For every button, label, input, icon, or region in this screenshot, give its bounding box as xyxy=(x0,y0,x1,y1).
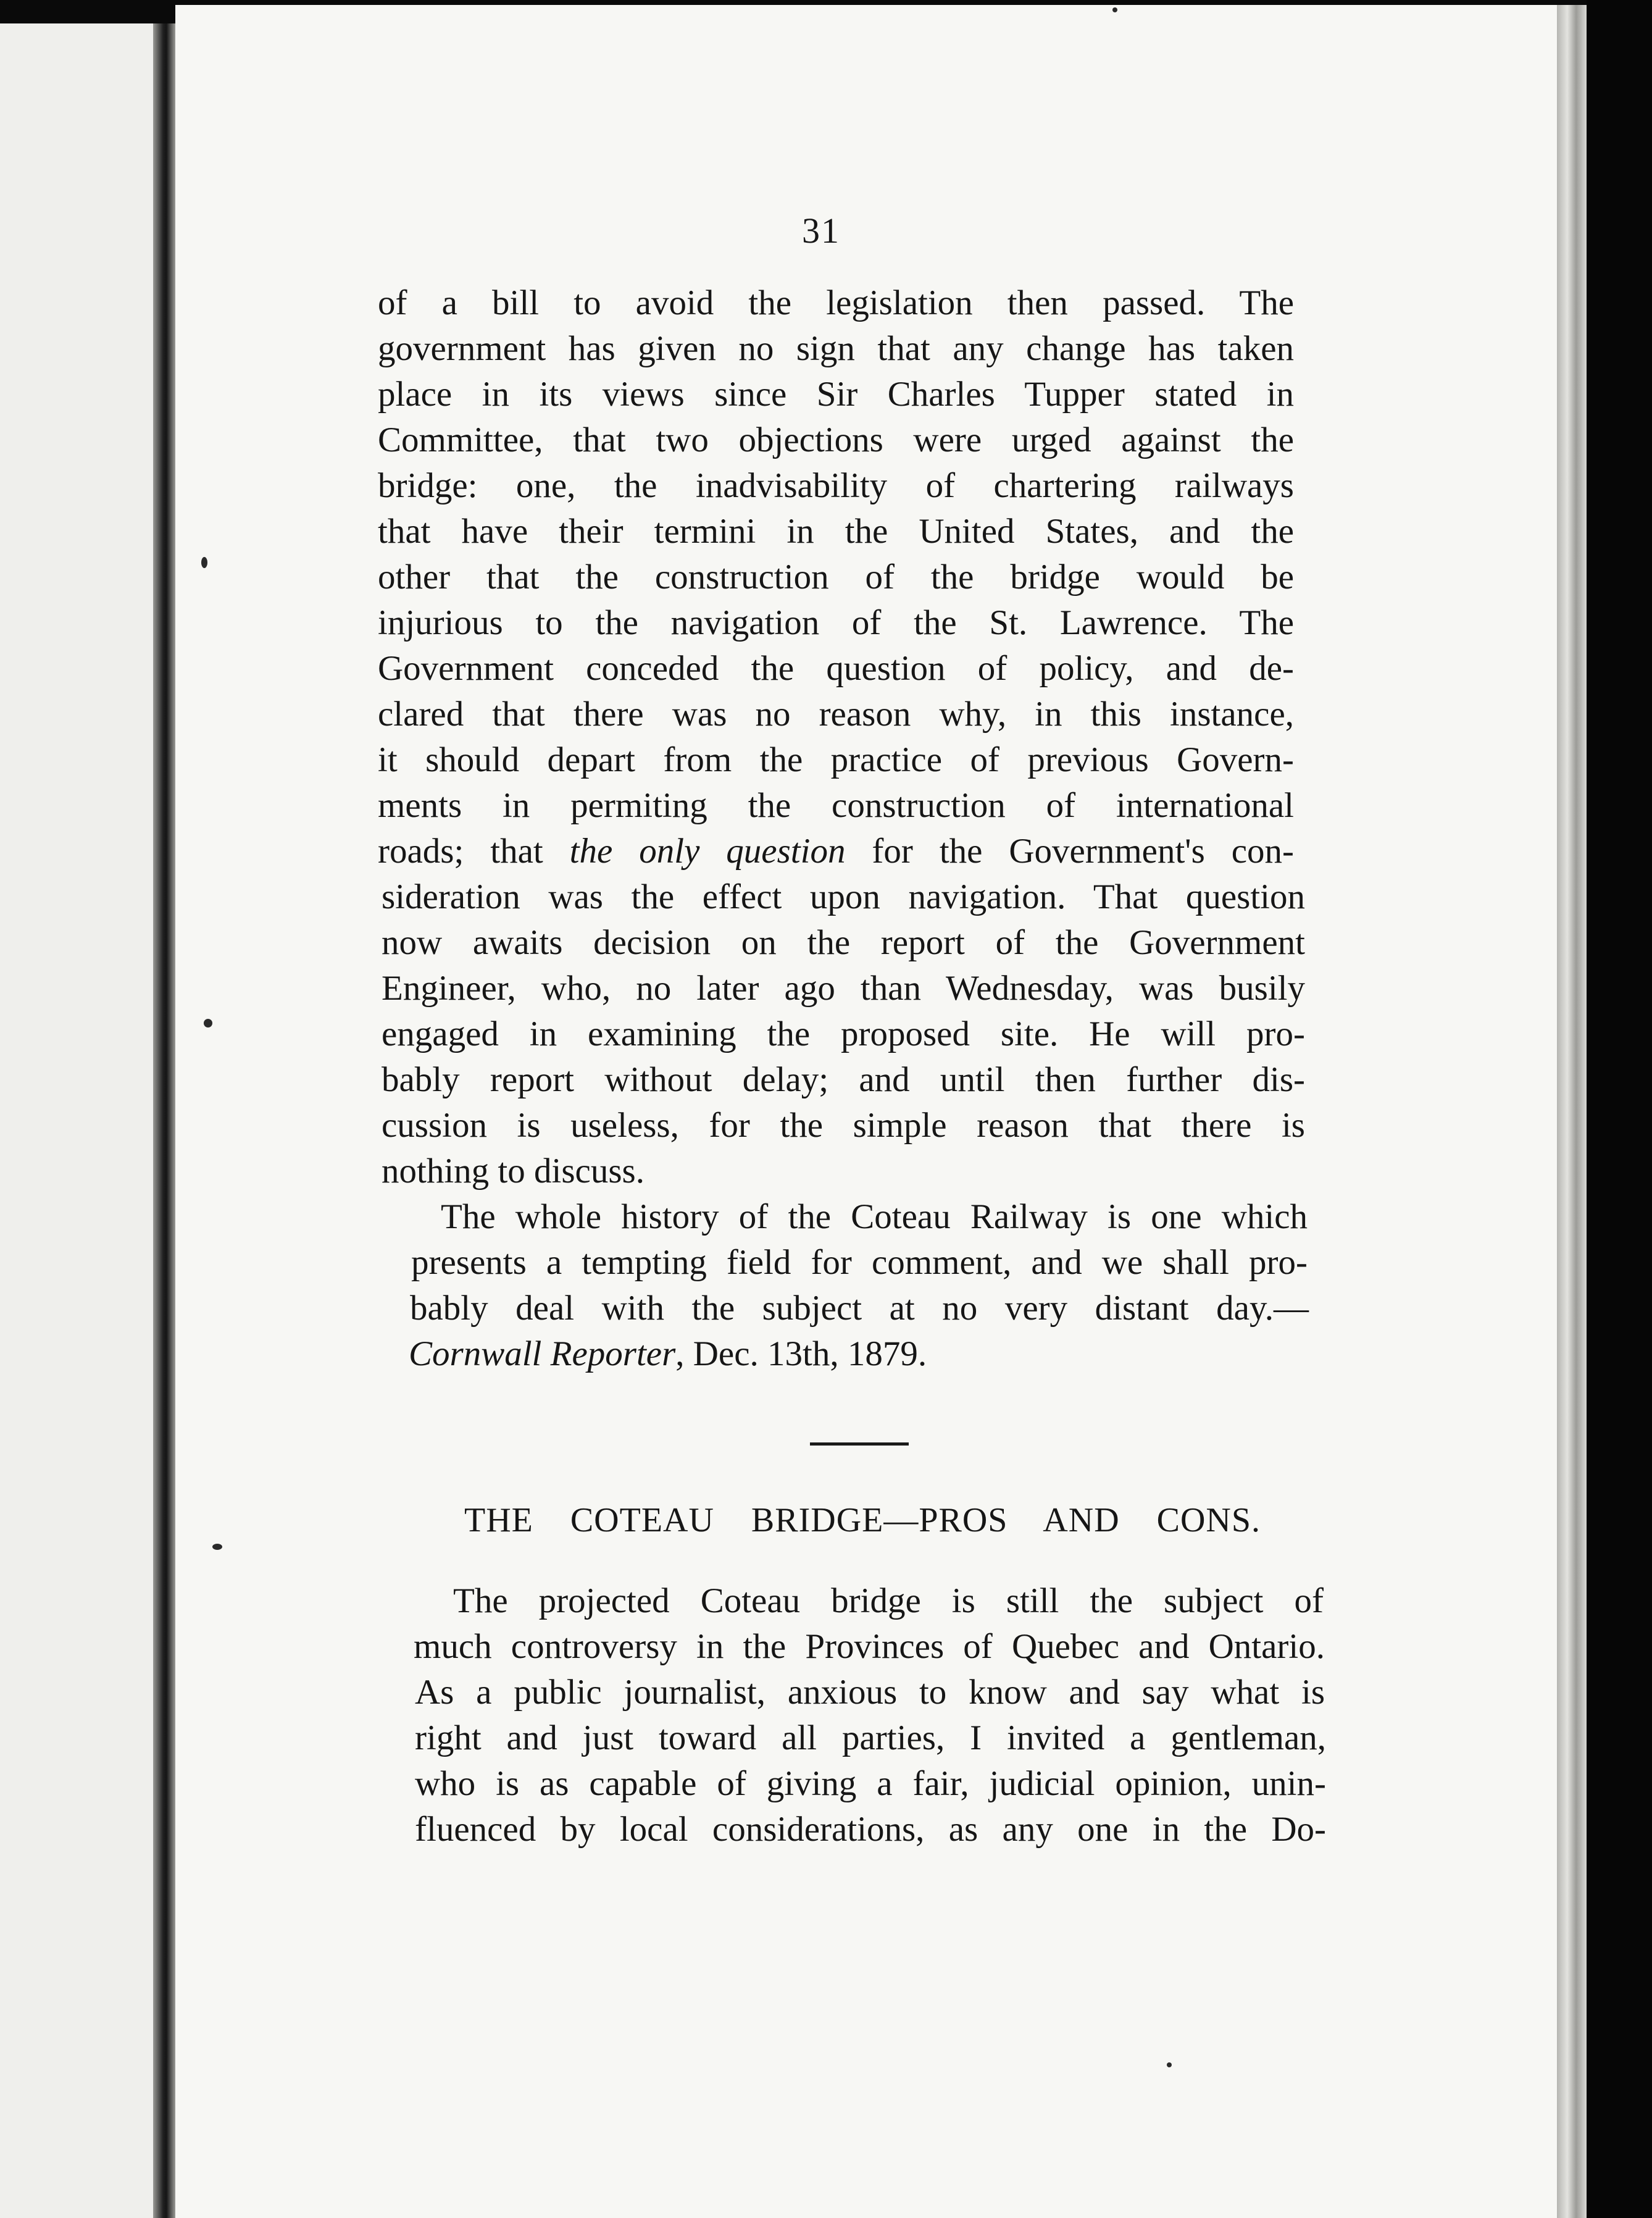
text-line xyxy=(410,1291,1309,1326)
text-line xyxy=(378,468,1294,503)
text-line xyxy=(441,1199,1308,1234)
line-text: now awaits decision on the report of the Government xyxy=(382,923,1305,962)
line-text: bridge: one, the inadvisability of chartering railways xyxy=(378,466,1294,505)
text-line xyxy=(453,1583,1324,1618)
text-line xyxy=(378,605,1294,640)
text-line xyxy=(382,1108,1305,1143)
line-text: Engineer, who, no later ago than Wednesday, was busily xyxy=(382,969,1305,1008)
line-text: that have their termini in the United States, and the xyxy=(378,512,1294,551)
ink-speck xyxy=(201,557,207,568)
page-edge-right xyxy=(1557,5,1587,2218)
line-text: government has given no sign that any change has taken xyxy=(378,329,1294,368)
line-text: other that the construction of the bridge would be xyxy=(378,558,1294,596)
text-line xyxy=(415,1766,1326,1801)
text-line xyxy=(382,1016,1305,1052)
book-spine xyxy=(153,23,175,2218)
page-number: 31 xyxy=(802,211,840,251)
text-line xyxy=(415,1720,1326,1756)
line-text: Government conceded the question of policy, and de- xyxy=(378,649,1294,688)
text-line xyxy=(378,834,1294,869)
text-line xyxy=(382,1062,1305,1097)
facing-page-edge xyxy=(0,23,153,2218)
text-line xyxy=(415,1675,1325,1710)
text-line xyxy=(409,1336,927,1371)
line-text: sideration was the effect upon navigation. That question xyxy=(382,877,1305,916)
line-text: Committee, that two objections were urged against the xyxy=(378,421,1294,459)
text-line xyxy=(411,1245,1308,1280)
text-line xyxy=(382,925,1305,960)
line-text: ments in permiting the construction of international xyxy=(378,786,1294,825)
ink-speck xyxy=(204,1019,212,1027)
line-text: who is as capable of giving a fair, judicial opinion, unin- xyxy=(415,1764,1326,1803)
scan-border xyxy=(1587,0,1652,2218)
line-text: injurious to the navigation of the St. Lawrence. The xyxy=(378,603,1294,642)
text-line xyxy=(378,514,1294,549)
line-text: much controversy in the Provinces of Quebec and Ontario. xyxy=(414,1627,1325,1666)
text-line xyxy=(382,1153,645,1189)
line-text: place in its views since Sir Charles Tupper stated in xyxy=(378,375,1294,414)
text-line xyxy=(378,651,1294,686)
text-line xyxy=(378,742,1294,777)
line-text: roads; that xyxy=(378,832,570,871)
line-text: cussion is useless, for the simple reason that there is xyxy=(382,1106,1305,1145)
line-text: As a public journalist, anxious to know and say what is xyxy=(415,1673,1325,1712)
text-line xyxy=(378,331,1294,366)
line-text: bably report without delay; and until then further dis- xyxy=(382,1060,1305,1099)
text-line xyxy=(382,971,1305,1006)
ink-speck xyxy=(1112,7,1117,12)
line-text: The whole history of the Coteau Railway is one which xyxy=(441,1197,1308,1236)
line-text: clared that there was no reason why, in this instance, xyxy=(378,695,1294,734)
text-line xyxy=(378,422,1294,458)
text-line xyxy=(415,1812,1326,1847)
section-divider xyxy=(810,1442,909,1446)
line-text: it should depart from the practice of previous Govern- xyxy=(378,740,1294,779)
ink-speck xyxy=(1167,2062,1172,2067)
text-line xyxy=(378,559,1294,595)
line-text: engaged in examining the proposed site. He will pro- xyxy=(382,1015,1305,1053)
text-line xyxy=(378,788,1294,823)
text-line xyxy=(378,377,1294,412)
text-line xyxy=(414,1629,1325,1664)
text-line xyxy=(378,697,1294,732)
line-text: right and just toward all parties, I invited a gentleman, xyxy=(415,1718,1326,1757)
italic-text: the only question xyxy=(569,832,846,871)
line-text: , Dec. 13th, 1879. xyxy=(675,1334,927,1373)
section-heading: THE COTEAU BRIDGE—PROS AND CONS. xyxy=(464,1501,1261,1539)
line-text: The projected Coteau bridge is still the subject of xyxy=(453,1581,1324,1620)
line-text: fluenced by local considerations, as any one in the Do- xyxy=(415,1810,1326,1849)
line-text: bably deal with the subject at no very distant day.— xyxy=(410,1289,1309,1328)
line-text: presents a tempting field for comment, and we shall pro- xyxy=(411,1243,1308,1282)
italic-text: Cornwall Reporter xyxy=(409,1334,676,1373)
text-line xyxy=(382,879,1305,914)
line-text: of a bill to avoid the legislation then passed. The xyxy=(378,283,1294,322)
ink-speck xyxy=(212,1544,222,1550)
text-line xyxy=(378,285,1294,320)
line-text: for the Government's con- xyxy=(845,832,1294,871)
line-text: nothing to discuss. xyxy=(382,1152,645,1191)
